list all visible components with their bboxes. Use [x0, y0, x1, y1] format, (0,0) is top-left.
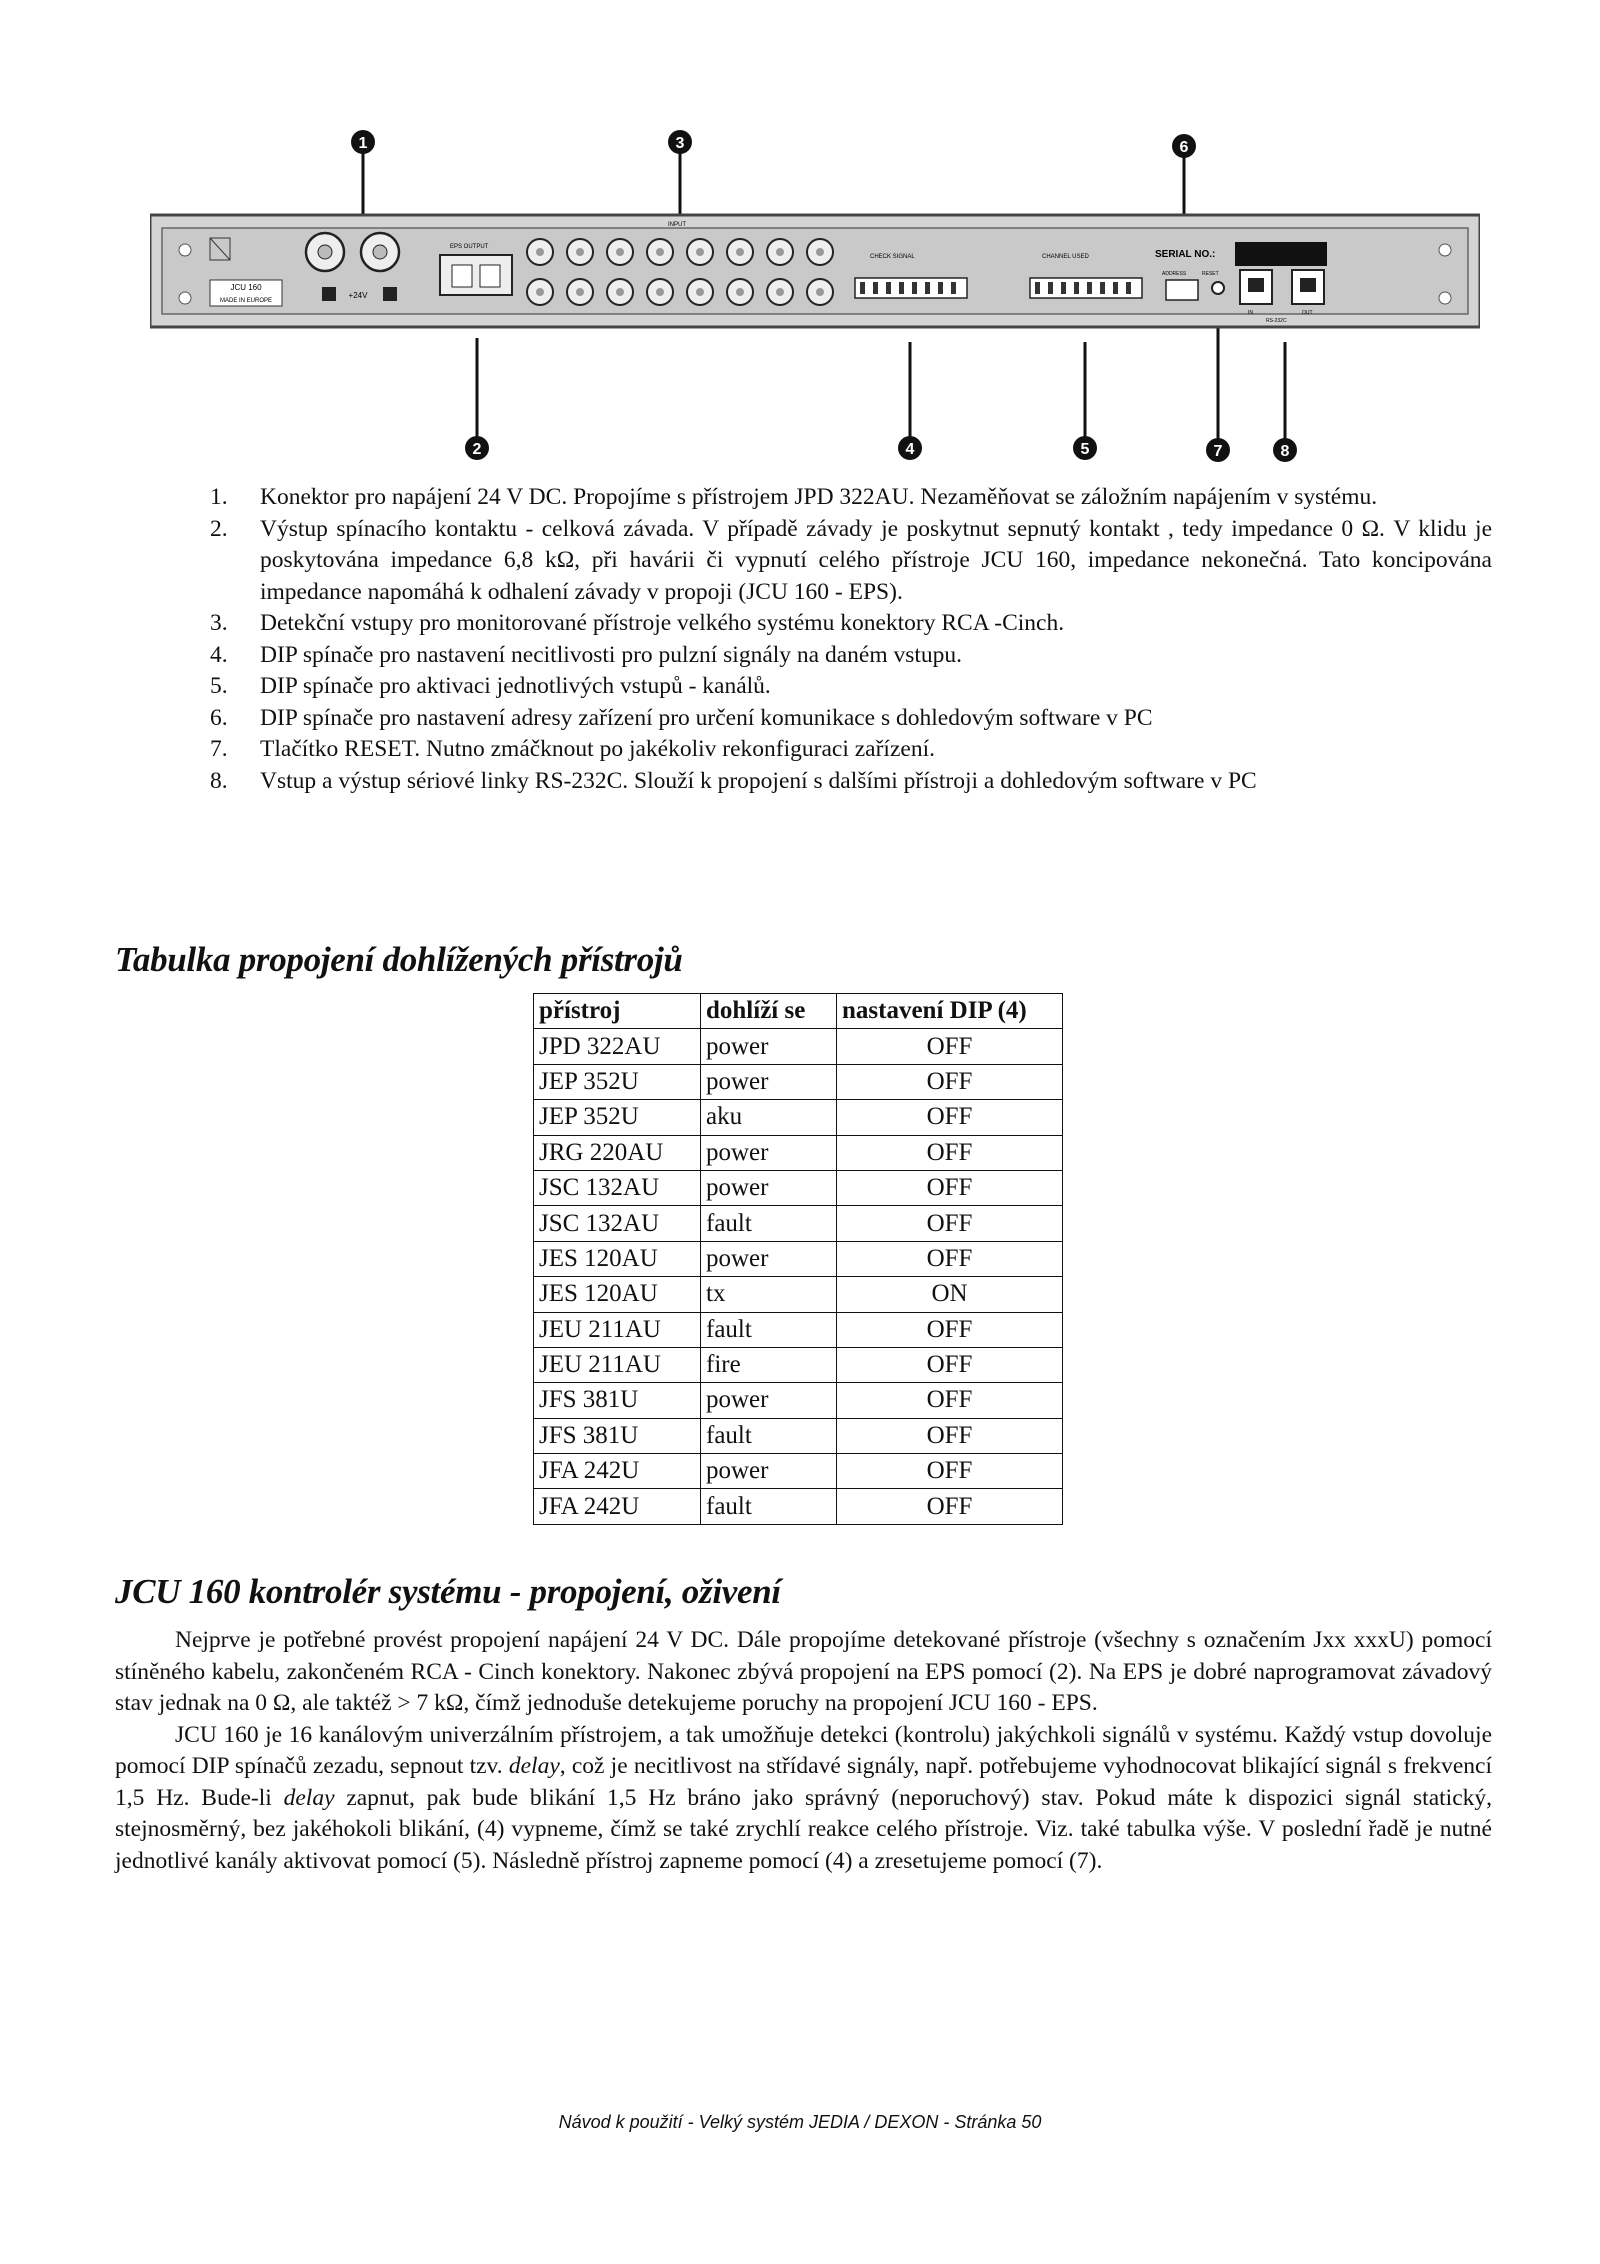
svg-text:7: 7	[1213, 443, 1223, 460]
cell-dip: OFF	[837, 1135, 1063, 1170]
list-item	[210, 734, 1492, 766]
cell-device: JEU 211AU	[534, 1347, 701, 1382]
table-row	[534, 1100, 1063, 1135]
cell-monitors: fault	[701, 1312, 837, 1347]
list-text: DIP spínače pro nastavení necitlivosti pro pulzní signály na daném vstupu.	[260, 641, 963, 668]
paragraph-text: JCU 160 je 16 kanálovým univerzálním přístrojem, a tak umožňuje detekci (kontrolu) jakýchkoli signálů v systému. Každý vstup dovoluje pomocí DIP spínačů zezadu, sepnout tzv.	[115, 1721, 1492, 1779]
cell-device: JEU 211AU	[534, 1312, 701, 1347]
cell-device: JSC 132AU	[534, 1206, 701, 1241]
paragraph	[115, 1720, 1492, 1878]
table-row	[534, 1489, 1063, 1524]
list-text: Výstup spínacího kontaktu - celková závada. V případě závady je poskytnut sepnutý kontakt , tedy impedance 0 Ω. V klidu je poskytována impedance 6,8 kΩ, při havárii či vypnutí celého přístroje JCU 160, impedance nekonečná. Tato koncipována impedance napomáhá k odhalení závady v propoji (JCU 160 - EPS).	[260, 515, 1492, 605]
section-heading-jcu-160: JCU 160 kontrolér systému - propojení, oživení	[115, 1572, 781, 1611]
dip-switch-channel-used	[1030, 278, 1142, 298]
reset-label: RESET	[1202, 271, 1219, 277]
list-number: 5.	[210, 673, 228, 699]
callout-6	[1172, 134, 1196, 158]
cell-monitors: power	[701, 1383, 837, 1418]
cell-monitors: aku	[701, 1100, 837, 1135]
eps-output-label: EPS OUTPUT	[450, 244, 489, 250]
cell-monitors: power	[701, 1029, 837, 1064]
reset-button	[1212, 282, 1224, 294]
delay-term: delay	[283, 1784, 335, 1811]
cell-monitors: fault	[701, 1489, 837, 1524]
list-item	[210, 640, 1492, 672]
cell-device: JSC 132AU	[534, 1170, 701, 1205]
cell-dip: OFF	[837, 1312, 1063, 1347]
column-header-monitors: dohlíží se	[701, 994, 837, 1029]
dip-switch-address	[1166, 280, 1198, 300]
cell-dip: OFF	[837, 1489, 1063, 1524]
svg-text:6: 6	[1179, 139, 1189, 156]
delay-term: delay	[508, 1753, 560, 1779]
power-label: +24V	[348, 291, 368, 300]
cell-device: JFA 242U	[534, 1489, 701, 1524]
list-item	[210, 671, 1492, 703]
cell-dip: OFF	[837, 1418, 1063, 1453]
svg-text:5: 5	[1080, 441, 1090, 458]
list-text: Konektor pro napájení 24 V DC. Propojíme s přístrojem JPD 322AU. Nezaměňovat se záložním napájením v systému.	[260, 484, 1378, 510]
page-footer: Návod k použití - Velký systém JEDIA / DEXON - Stránka 50	[558, 2112, 1042, 2132]
cell-monitors: power	[701, 1241, 837, 1276]
cell-dip: OFF	[837, 1206, 1063, 1241]
table-header-row	[534, 994, 1063, 1029]
list-number: 8.	[210, 767, 228, 794]
cell-dip: OFF	[837, 1170, 1063, 1205]
callout-7	[1206, 438, 1230, 462]
table-row	[534, 1206, 1063, 1241]
list-number: 2.	[210, 515, 228, 542]
cell-dip: OFF	[837, 1383, 1063, 1418]
list-item	[210, 608, 1492, 640]
list-number: 6.	[210, 704, 228, 731]
callout-8	[1273, 438, 1297, 462]
table-row	[534, 1312, 1063, 1347]
cell-device: JEP 352U	[534, 1064, 701, 1099]
paragraph: Nejprve je potřebné provést propojení napájení 24 V DC. Dále propojíme detekované přístroje (všechny s označením Jxx xxxU) pomocí stíněného kabelu, zakončeném RCA - Cinch konektory. Nakonec zbývá propojení na EPS pomocí (2). Na EPS je dobré naprogramovat závadový stav jednak na 0 Ω, ale taktéž > 7 kΩ, čímž jednoduše detekujeme poruchy na propojení JCU 160 - EPS.	[115, 1627, 1492, 1716]
section-heading-device-table: Tabulka propojení dohlížených přístrojů	[115, 940, 683, 979]
table-row	[534, 1454, 1063, 1489]
callout-1	[351, 130, 375, 154]
cell-monitors: fault	[701, 1206, 837, 1241]
callout-4	[898, 436, 922, 460]
list-number: 4.	[210, 641, 228, 668]
eps-output-terminal	[440, 255, 512, 295]
cell-monitors: tx	[701, 1277, 837, 1312]
cell-device: JFS 381U	[534, 1383, 701, 1418]
cell-monitors: power	[701, 1135, 837, 1170]
svg-text:4: 4	[905, 441, 915, 458]
callout-5	[1073, 436, 1097, 460]
list-number: 1.	[210, 484, 228, 510]
list-text: Tlačítko RESET. Nutno zmáčknout po jakékoliv rekonfiguraci zařízení.	[260, 736, 935, 762]
cell-dip: OFF	[837, 1454, 1063, 1489]
list-number: 7.	[210, 736, 228, 762]
cell-monitors: fault	[701, 1418, 837, 1453]
callout-2	[465, 436, 489, 460]
cell-device: JES 120AU	[534, 1241, 701, 1276]
component-description-list	[210, 482, 1492, 797]
check-signal-label: CHECK SIGNAL	[870, 254, 915, 260]
made-in-label: MADE IN EUROPE	[219, 298, 273, 304]
dip-switch-check-signal	[855, 278, 967, 298]
table-row	[534, 1383, 1063, 1418]
cell-monitors: power	[701, 1170, 837, 1205]
paragraph-text: zapnut, pak bude blikání 1,5 Hz bráno jako správný (neporuchový) stav. Pokud máte k dispozici signál statický, stejnosměrný, bez jakéhokoli blikání, (4) vypneme, čímž se také zrychlí reakce celého přístroje. Viz. také tabulka výše. V poslední řadě je nutné jednotlivé kanály aktivovat pomocí (5). Následně přístroj zapneme pomocí (4) a zresetujeme pomocí (7).	[115, 1784, 1492, 1874]
svg-text:3: 3	[675, 135, 685, 152]
list-text: DIP spínače pro aktivaci jednotlivých vstupů - kanálů.	[260, 673, 771, 699]
cell-dip: ON	[837, 1277, 1063, 1312]
list-item	[210, 766, 1492, 798]
column-header-device: přístroj	[534, 994, 701, 1029]
svg-text:2: 2	[472, 441, 482, 458]
rs232-out-label: OUT	[1302, 310, 1313, 316]
cell-dip: OFF	[837, 1100, 1063, 1135]
table-row	[534, 1064, 1063, 1099]
cell-device: JFA 242U	[534, 1454, 701, 1489]
body-text	[115, 1625, 1492, 1877]
table-row	[534, 1029, 1063, 1064]
paragraph-text: , což je necitlivost na střídavé signály, např. potřebujeme vyhodnocovat blikající signál s frekvencí 1,5 Hz. Bude-li	[115, 1753, 1492, 1811]
column-header-dip-setting: nastavení DIP (4)	[837, 994, 1063, 1029]
list-item	[210, 703, 1492, 735]
cell-device: JES 120AU	[534, 1277, 701, 1312]
cell-monitors: power	[701, 1064, 837, 1099]
table-row	[534, 1241, 1063, 1276]
rear-panel-drawing	[150, 120, 1480, 470]
serial-label: SERIAL NO.:	[1155, 249, 1216, 260]
input-label: INPUT	[668, 222, 686, 228]
cell-dip: OFF	[837, 1347, 1063, 1382]
list-text: DIP spínače pro nastavení adresy zařízení pro určení komunikace s dohledovým software v PC	[260, 704, 1153, 731]
cell-device: JEP 352U	[534, 1100, 701, 1135]
svg-text:8: 8	[1280, 443, 1290, 460]
cell-dip: OFF	[837, 1241, 1063, 1276]
serial-number-plate	[1235, 242, 1327, 266]
cell-device: JRG 220AU	[534, 1135, 701, 1170]
device-settings-table	[533, 993, 1063, 1525]
table-row	[534, 1135, 1063, 1170]
list-text: Vstup a výstup sériové linky RS-232C. Slouží k propojení s dalšími přístroji a dohledovým software v PC	[260, 767, 1257, 794]
cell-monitors: fire	[701, 1347, 837, 1382]
table-row	[534, 1418, 1063, 1453]
model-label: JCU 160	[230, 283, 262, 292]
address-label: ADDRESS	[1162, 271, 1187, 277]
rs232-in-label: IN	[1248, 310, 1253, 316]
list-text: Detekční vstupy pro monitorované přístroje velkého systému konektory RCA -Cinch.	[260, 610, 1065, 636]
device-rear-panel-figure	[150, 120, 1480, 470]
table-row	[534, 1277, 1063, 1312]
list-number: 3.	[210, 610, 228, 636]
table-row	[534, 1170, 1063, 1205]
table-row	[534, 1347, 1063, 1382]
cell-dip: OFF	[837, 1029, 1063, 1064]
list-item	[210, 514, 1492, 609]
rs232-label: RS-232C	[1266, 318, 1287, 324]
callout-3	[668, 130, 692, 154]
list-item	[210, 482, 1492, 514]
cell-dip: OFF	[837, 1064, 1063, 1099]
cell-monitors: power	[701, 1454, 837, 1489]
svg-text:1: 1	[358, 135, 368, 152]
channel-used-label: CHANNEL USED	[1042, 254, 1089, 260]
cell-device: JPD 322AU	[534, 1029, 701, 1064]
cell-device: JFS 381U	[534, 1418, 701, 1453]
